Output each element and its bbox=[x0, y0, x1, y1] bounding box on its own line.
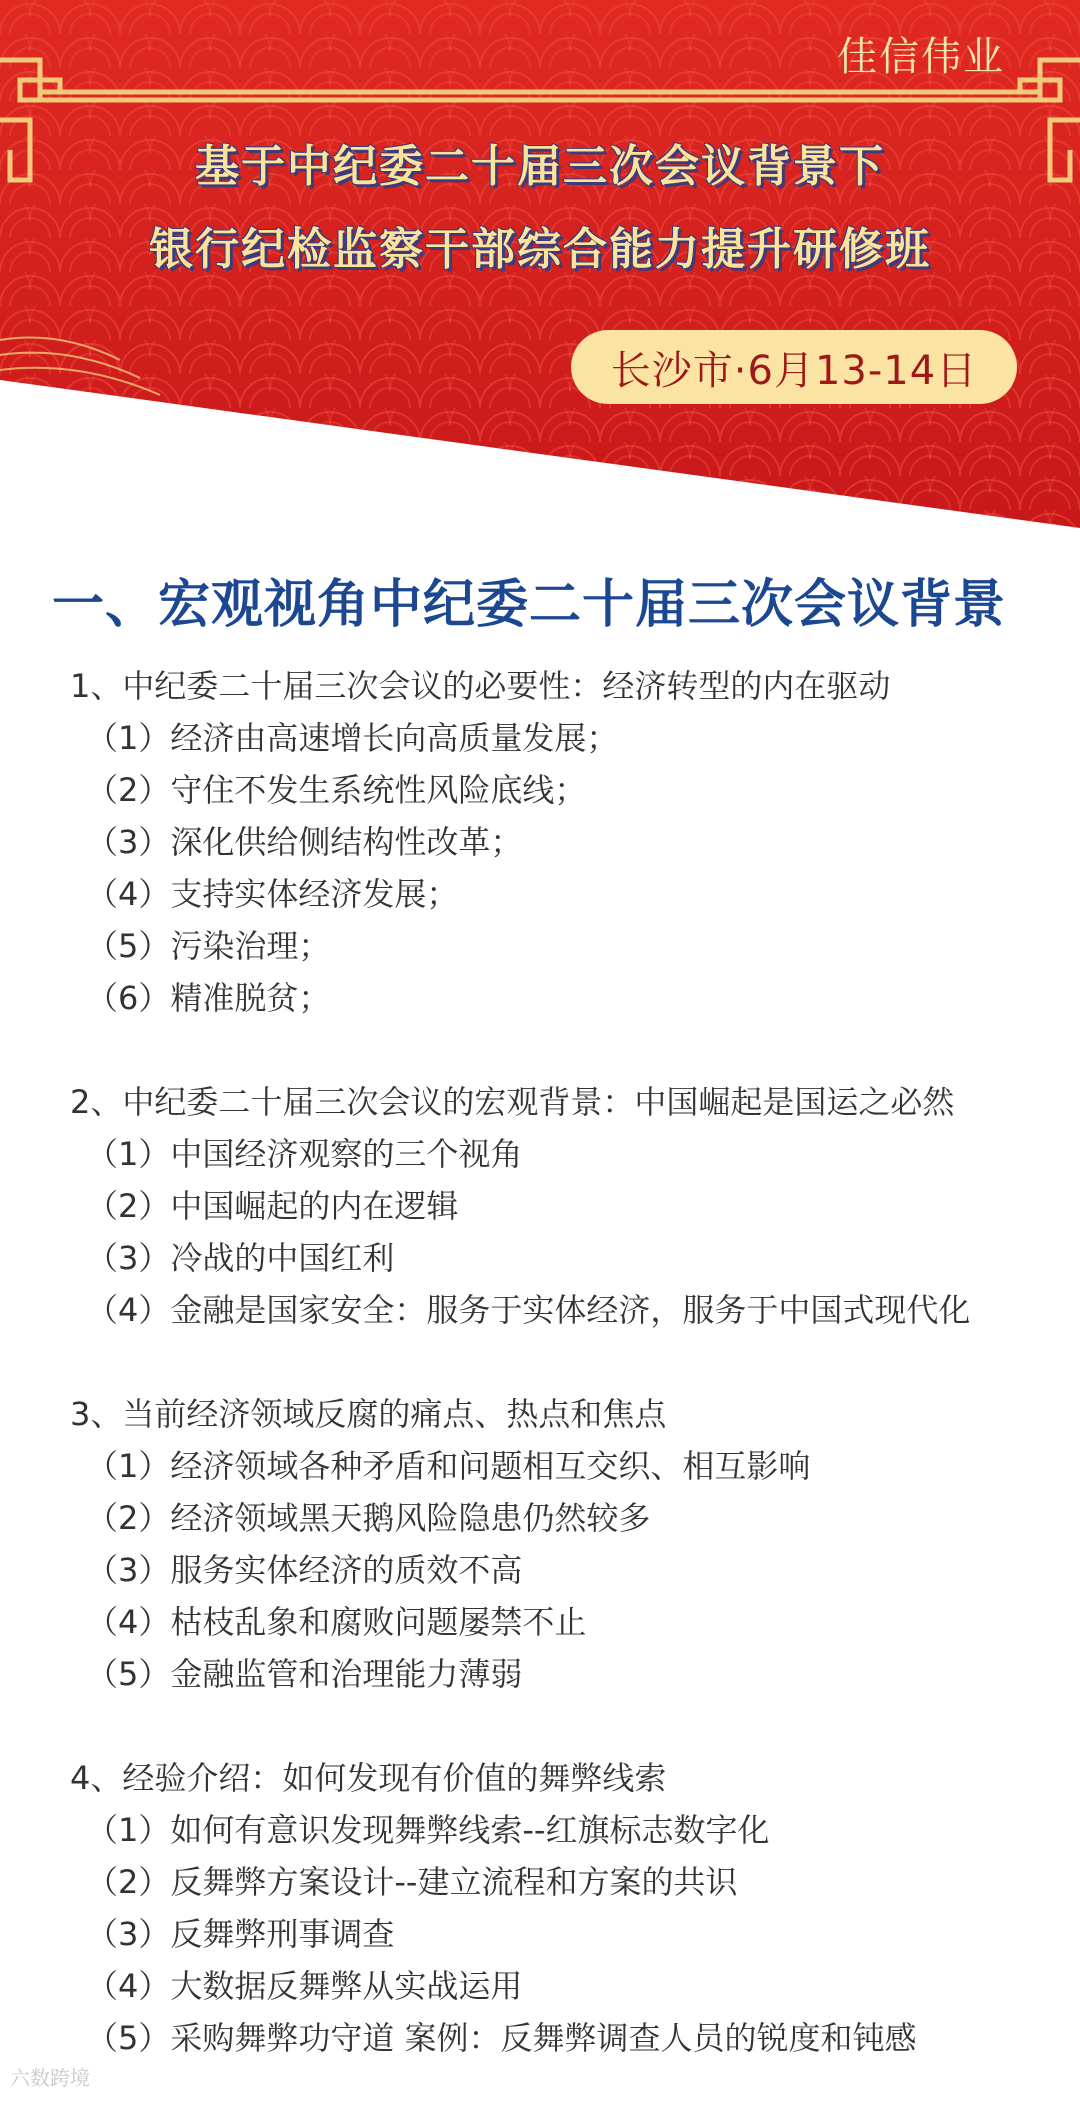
outline-group bbox=[0, 1388, 1080, 1700]
list-item: （4）大数据反舞弊从实战运用 bbox=[86, 1967, 523, 2005]
list-item: （5）金融监管和治理能力薄弱 bbox=[86, 1655, 523, 1693]
list-item: （3）服务实体经济的质效不高 bbox=[86, 1551, 523, 1589]
outline-content bbox=[0, 660, 1080, 2116]
list-item: （3）冷战的中国红利 bbox=[86, 1239, 395, 1277]
outline-group bbox=[0, 660, 1080, 1024]
list-item: （1）中国经济观察的三个视角 bbox=[86, 1135, 523, 1173]
watermark: 六数跨境 bbox=[10, 2066, 90, 2090]
outline-group bbox=[0, 1752, 1080, 2064]
list-item: （4）金融是国家安全：服务于实体经济，服务于中国式现代化 bbox=[86, 1291, 971, 1329]
list-item: （1）经济领域各种矛盾和问题相互交织、相互影响 bbox=[86, 1447, 811, 1485]
banner-title-line2: 银行纪检监察干部综合能力提升研修班 bbox=[149, 224, 931, 275]
banner-background bbox=[0, 0, 1080, 560]
list-item: （4）枯枝乱象和腐败问题屡禁不止 bbox=[86, 1603, 587, 1641]
group-heading: 1、中纪委二十届三次会议的必要性：经济转型的内在驱动 bbox=[70, 667, 891, 705]
group-heading: 2、中纪委二十届三次会议的宏观背景：中国崛起是国运之必然 bbox=[70, 1083, 955, 1121]
list-item: （3）深化供给侧结构性改革； bbox=[86, 823, 523, 861]
list-item: （1）如何有意识发现舞弊线索--红旗标志数字化 bbox=[86, 1811, 770, 1849]
location-date-badge: 长沙市·6月13-14日 bbox=[571, 330, 1017, 404]
list-item: （1）经济由高速增长向高质量发展； bbox=[86, 719, 619, 757]
brand-name: 佳信伟业 bbox=[837, 34, 1005, 80]
list-item: （3）反舞弊刑事调查 bbox=[86, 1915, 395, 1953]
outline-group bbox=[0, 1076, 1080, 1336]
header-banner bbox=[0, 0, 1080, 560]
list-item: （2）守住不发生系统性风险底线； bbox=[86, 771, 587, 809]
banner-title-line1: 基于中纪委二十届三次会议背景下 bbox=[195, 141, 885, 192]
group-heading: 4、经验介绍：如何发现有价值的舞弊线索 bbox=[70, 1759, 667, 1797]
list-item: （5）污染治理； bbox=[86, 927, 331, 965]
list-item: （5）采购舞弊功守道 案例：反舞弊调查人员的锐度和钝感 bbox=[86, 2019, 917, 2057]
list-item: （6）精准脱贫； bbox=[86, 979, 331, 1017]
list-item: （2）经济领域黑天鹅风险隐患仍然较多 bbox=[86, 1499, 651, 1537]
list-item: （2）中国崛起的内在逻辑 bbox=[86, 1187, 459, 1225]
list-item: （2）反舞弊方案设计--建立流程和方案的共识 bbox=[86, 1863, 738, 1901]
section-title: 一、宏观视角中纪委二十届三次会议背景 bbox=[52, 575, 1007, 635]
group-heading: 3、当前经济领域反腐的痛点、热点和焦点 bbox=[70, 1395, 667, 1433]
list-item: （4）支持实体经济发展； bbox=[86, 875, 459, 913]
